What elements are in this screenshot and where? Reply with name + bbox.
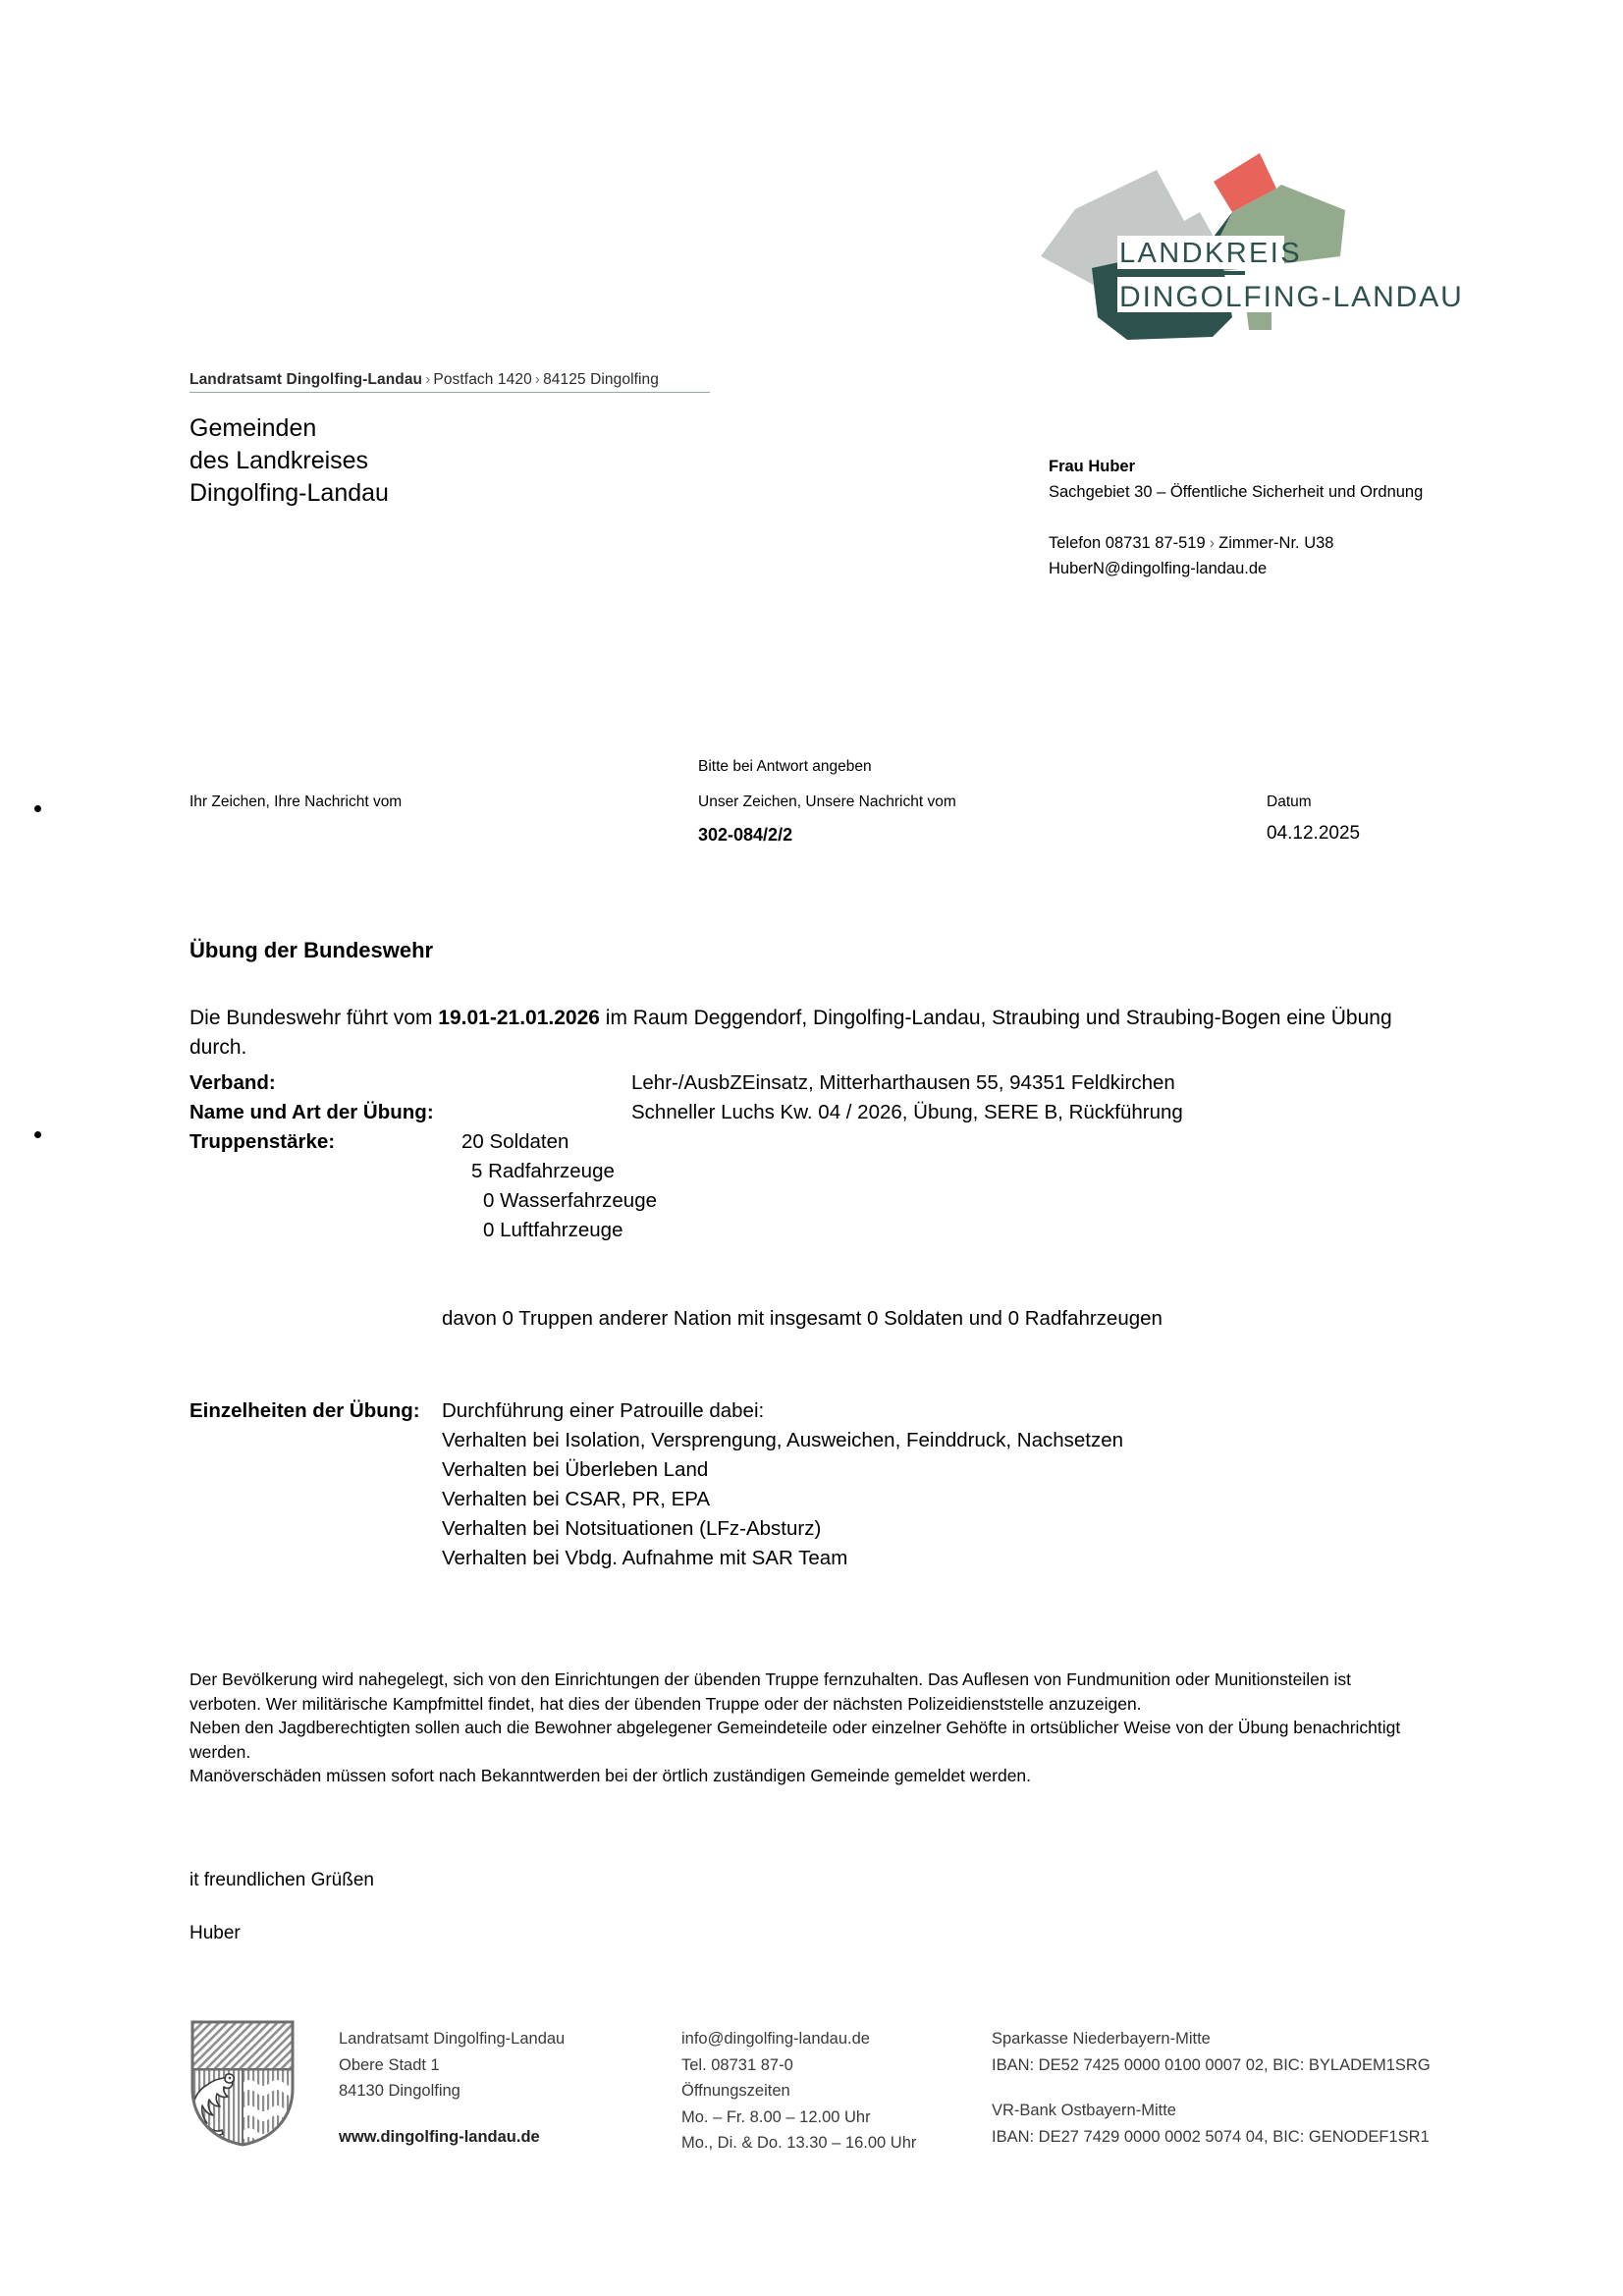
footer-phone: Tel. 08731 87-0 [681,2055,793,2074]
subject-heading: Übung der Bundeswehr [189,938,434,962]
field-value-verband: Lehr-/AusbZEinsatz, Mitterharthausen 55, 94351 Feldkirchen [631,1071,1175,1094]
coat-of-arms [189,2018,297,2148]
field-label-exercise-name: Name und Art der Übung: [189,1101,434,1123]
sender-divider [189,392,710,393]
troop-strength-item: 0 Luftfahrzeuge [483,1219,623,1241]
contact-phone-row [1049,530,1423,556]
notice-paragraph-3: Manöverschäden müssen sofort nach Bekanntwerden bei der örtlich zuständigen Gemeinde gemeldet werden. [189,1766,1032,1785]
sender-postbox: Postfach 1420 [433,371,532,388]
footer-street: Obere Stadt 1 [339,2055,440,2074]
contact-department: Sachgebiet 30 – Öffentliche Sicherheit und Ordnung [1049,483,1424,501]
reference-ours-label: Unser Zeichen, Unsere Nachricht vom [698,793,956,810]
landkreis-logo [1021,116,1502,340]
contact-spacer [1049,505,1423,530]
exercise-detail-item: Verhalten bei Isolation, Versprengung, Ausweichen, Feinddruck, Nachsetzen [442,1429,1124,1451]
footer-authority: Landratsamt Dingolfing-Landau [339,2030,566,2048]
exercise-details-list [442,1396,1414,1573]
troop-strength-item: 0 Wasserfahrzeuge [483,1189,657,1212]
footer-city: 84130 Dingolfing [339,2082,460,2100]
foreign-troops-note: davon 0 Truppen anderer Nation mit insgesamt 0 Soldaten und 0 Radfahrzeugen [442,1307,1163,1330]
footer-bank-1-iban: IBAN: DE52 7425 0000 0100 0007 02, BIC: BYLADEM1SRG [992,2055,1431,2074]
intro-dates: 19.01-21.01.2026 [438,1007,600,1029]
sender-city: 84125 Dingolfing [543,371,660,388]
contact-separator: › [1209,534,1216,552]
footer-column-address [339,2026,565,2150]
exercise-detail-item: Verhalten bei Vbdg. Aufnahme mit SAR Team [442,1547,848,1569]
reference-date-label: Datum [1267,793,1312,810]
notice-paragraph-2: Neben den Jagdberechtigten sollen auch die Bewohner abgelegener Gemeindeteile oder einzelner Gehöfte in ortsüblicher Weise von der Übung benachrichtigt werden. [189,1718,1401,1762]
footer-hours-2: Mo., Di. & Do. 13.30 – 16.00 Uhr [681,2134,917,2152]
intro-after: im Raum Deggendorf, Dingolfing-Landau, Straubing und Straubing-Bogen eine Übung durch. [189,1007,1392,1059]
public-notice [189,1667,1412,1788]
contact-phone: Telefon 08731 87-519 [1049,534,1206,552]
fold-mark-lower [34,1131,41,1138]
footer-column-banking [992,2026,1431,2150]
sender-return-address [189,371,710,389]
field-label-verband: Verband: [189,1071,276,1094]
sender-separator-2: › [534,371,541,388]
field-label-details: Einzelheiten der Übung: [189,1399,420,1422]
fold-mark-upper [34,805,41,812]
sender-separator-1: › [425,371,431,388]
reference-date-value: 04.12.2025 [1267,823,1361,844]
svg-text:DINGOLFING-LANDAU: DINGOLFING-LANDAU [1119,281,1464,313]
reference-ours-value: 302-084/2/2 [698,825,793,845]
troop-strength-item: 5 Radfahrzeuge [471,1160,615,1182]
notice-paragraph-1: Der Bevölkerung wird nahegelegt, sich von den Einrichtungen der übenden Truppe fernzuhalten. Das Auflesen von Fundmunition oder Munitionsteilen ist verboten. Wer militärische Kampfmittel findet, hat dies der übenden Truppe oder der nächsten Polizeidienststelle anzuzeigen. [189,1669,1351,1714]
footer-website[interactable]: www.dingolfing-landau.de [339,2127,540,2146]
intro-paragraph [189,1004,1407,1063]
footer-hours-label: Öffnungszeiten [681,2082,790,2100]
footer-hours-1: Mo. – Fr. 8.00 – 12.00 Uhr [681,2107,871,2126]
exercise-detail-item: Verhalten bei Überleben Land [442,1458,709,1481]
footer-bank-2-iban: IBAN: DE27 7429 0000 0002 5074 04, BIC: GENODEF1SR1 [992,2127,1430,2146]
exercise-detail-item: Durchführung einer Patrouille dabei: [442,1399,765,1422]
footer-bank-spacer [992,2078,1431,2098]
contact-email[interactable]: HuberN@dingolfing-landau.de [1049,560,1268,577]
field-value-exercise-name: Schneller Luchs Kw. 04 / 2026, Übung, SERE B, Rückführung [631,1101,1183,1123]
field-label-strength: Truppenstärke: [189,1130,336,1153]
footer-email[interactable]: info@dingolfing-landau.de [681,2030,870,2048]
exercise-detail-item: Verhalten bei CSAR, PR, EPA [442,1488,711,1510]
contact-block [1049,454,1423,581]
recipient-address [189,412,389,510]
reference-hint: Bitte bei Antwort angeben [698,758,872,775]
footer-bank-1-name: Sparkasse Niederbayern-Mitte [992,2030,1211,2048]
sender-authority: Landratsamt Dingolfing-Landau [189,371,423,388]
footer-bank-2-name: VR-Bank Ostbayern-Mitte [992,2102,1176,2119]
exercise-detail-item: Verhalten bei Notsituationen (LFz-Absturz) [442,1517,822,1540]
reference-yours-label: Ihr Zeichen, Ihre Nachricht vom [189,793,403,810]
recipient-line-2: des Landkreises [189,447,369,474]
contact-name: Frau Huber [1049,458,1136,475]
troop-strength-item: 20 Soldaten [461,1130,569,1153]
intro-before: Die Bundeswehr führt vom [189,1007,439,1029]
recipient-line-3: Dingolfing-Landau [189,479,389,507]
closing-greeting: it freundlichen Grüßen [189,1870,374,1890]
footer-spacer [339,2105,565,2124]
contact-room: Zimmer-Nr. U38 [1218,534,1334,552]
recipient-line-1: Gemeinden [189,414,317,442]
signature-name: Huber [189,1923,241,1943]
svg-text:LANDKREIS: LANDKREIS [1119,238,1302,269]
troop-strength-list [442,1127,657,1245]
page-footer [0,1998,1623,2195]
footer-column-contact [681,2026,916,2157]
